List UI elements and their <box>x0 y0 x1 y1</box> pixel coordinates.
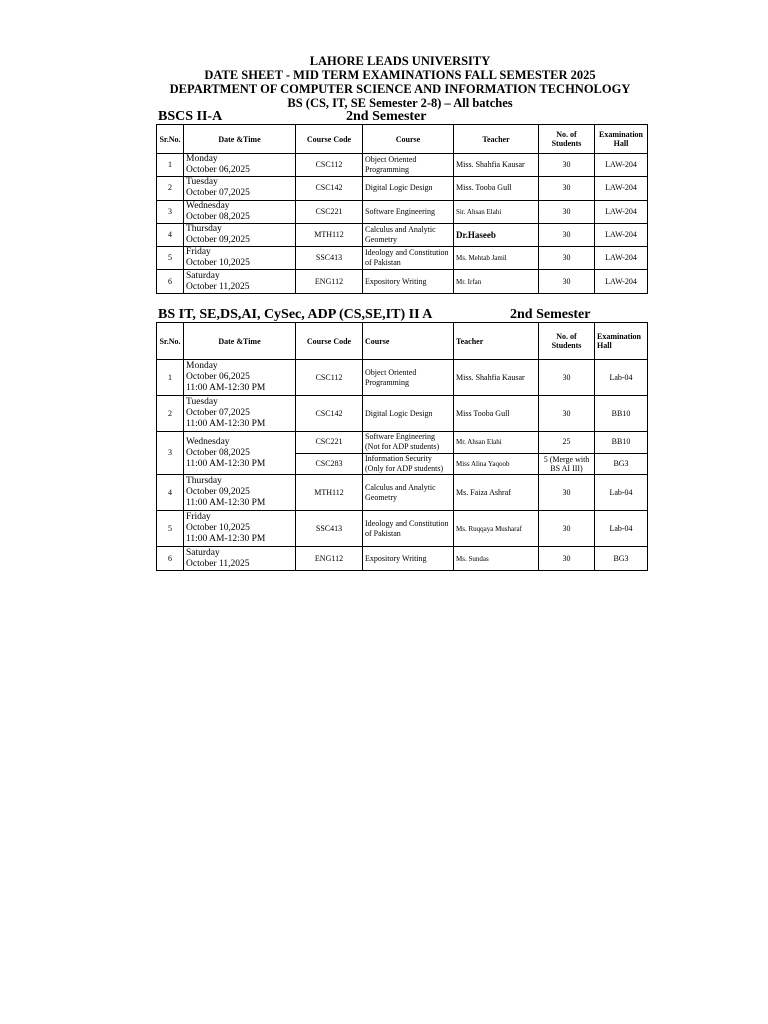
col-header: Course Code <box>296 323 363 360</box>
date-cell <box>184 511 296 547</box>
course-code-cell: CSC221 <box>296 432 363 454</box>
date-cell <box>184 475 296 511</box>
date-cell <box>184 177 296 200</box>
table-row <box>157 360 648 396</box>
hall-cell: Lab-04 <box>595 360 648 396</box>
date-text: October 06,2025 <box>186 372 250 382</box>
section1-title: BSCS II-A <box>158 109 223 124</box>
table-row <box>157 247 648 270</box>
day-text: Monday <box>186 361 218 371</box>
hall-cell: LAW-204 <box>595 270 648 293</box>
col-header: No. of Students <box>539 323 595 360</box>
col-header: Sr.No. <box>157 125 184 154</box>
section1-semester: 2nd Semester <box>346 109 427 124</box>
teacher-cell: Miss. Tooba Gull <box>454 177 539 200</box>
day-text: Wednesday <box>186 436 230 447</box>
date-cell <box>184 200 296 223</box>
date-text: October 08,2025 <box>186 447 250 458</box>
col-header: No. of Students <box>539 125 595 154</box>
col-header: Course Code <box>296 125 363 154</box>
hall-cell: LAW-204 <box>595 223 648 246</box>
university-name: LAHORE LEADS UNIVERSITY <box>309 54 491 68</box>
table-row <box>157 432 648 454</box>
sr-cell: 3 <box>157 200 184 223</box>
course-cell: Information Security (Only for ADP students) <box>363 453 454 475</box>
day-text: Tuesday <box>186 397 218 407</box>
day-text: Friday <box>186 247 211 258</box>
table-row <box>157 223 648 246</box>
sr-cell: 1 <box>157 154 184 177</box>
teacher-cell: Mr. Ahsan Elahi <box>454 432 539 454</box>
document-header <box>0 54 768 110</box>
date-text: October 11,2025 <box>186 281 250 292</box>
section2-title: BS IT, SE,DS,AI, CySec, ADP (CS,SE,IT) II A <box>158 307 433 322</box>
table-header-row <box>157 125 648 154</box>
teacher-cell: Ms. Sundas <box>454 547 539 571</box>
students-cell: 5 (Merge with BS AI III) <box>539 453 595 475</box>
course-code-cell: CSC142 <box>296 396 363 432</box>
date-cell <box>184 432 296 475</box>
date-text: October 07,2025 <box>186 188 250 199</box>
date-text: October 07,2025 <box>186 408 250 418</box>
date-cell <box>184 396 296 432</box>
students-cell: 30 <box>539 177 595 200</box>
section2-table <box>156 322 648 571</box>
date-text: October 08,2025 <box>186 211 250 222</box>
students-cell: 30 <box>539 154 595 177</box>
col-header: Course <box>363 323 454 360</box>
students-cell: 30 <box>539 223 595 246</box>
students-cell: 25 <box>539 432 595 454</box>
col-header: Examination Hall <box>595 323 648 360</box>
course-code-cell: CSC283 <box>296 453 363 475</box>
course-code-cell: CSC112 <box>296 360 363 396</box>
date-cell <box>184 223 296 246</box>
course-code-cell: SSC413 <box>296 511 363 547</box>
teacher-cell: Miss. Shahfia Kausar <box>454 154 539 177</box>
time-text: 11:00 AM-12:30 PM <box>186 534 266 544</box>
course-code-cell: CSC221 <box>296 200 363 223</box>
date-cell <box>184 547 296 571</box>
day-text: Monday <box>186 154 218 165</box>
students-cell: 30 <box>539 200 595 223</box>
course-cell: Expository Writing <box>363 270 454 293</box>
course-cell: Calculus and Analytic Geometry <box>363 223 454 246</box>
table-row <box>157 511 648 547</box>
teacher-cell: Ms. Faiza Ashraf <box>454 475 539 511</box>
sr-cell: 5 <box>157 247 184 270</box>
table-header-row <box>157 323 648 360</box>
section2-semester: 2nd Semester <box>510 307 591 322</box>
table-row <box>157 177 648 200</box>
sr-cell: 5 <box>157 511 184 547</box>
course-cell: Ideology and Constitution of Pakistan <box>363 247 454 270</box>
time-text: 11:00 AM-12:30 PM <box>186 419 266 429</box>
course-code-cell: ENG112 <box>296 270 363 293</box>
hall-cell: BG3 <box>595 453 648 475</box>
date-text: October 09,2025 <box>186 235 250 246</box>
teacher-cell: Miss. Shahfia Kausar <box>454 360 539 396</box>
hall-cell: BG3 <box>595 547 648 571</box>
teacher-cell: Ms. Ruqqaya Musharaf <box>454 511 539 547</box>
date-text: October 09,2025 <box>186 487 250 497</box>
table-row <box>157 396 648 432</box>
day-text: Tuesday <box>186 177 218 188</box>
table-row <box>157 200 648 223</box>
course-cell: Software Engineering <box>363 200 454 223</box>
hall-cell: BB10 <box>595 396 648 432</box>
students-cell: 30 <box>539 475 595 511</box>
course-cell: Object Oriented Programming <box>363 360 454 396</box>
students-cell: 30 <box>539 360 595 396</box>
date-text: October 10,2025 <box>186 258 250 269</box>
course-code-cell: ENG112 <box>296 547 363 571</box>
teacher-cell: Mr. Irfan <box>454 270 539 293</box>
course-cell: Software Engineering (Not for ADP students) <box>363 432 454 454</box>
day-text: Wednesday <box>186 200 230 211</box>
course-cell: Object Oriented Programming <box>363 154 454 177</box>
hall-cell: LAW-204 <box>595 247 648 270</box>
col-header: Examination Hall <box>595 125 648 154</box>
hall-cell: LAW-204 <box>595 154 648 177</box>
col-header: Teacher <box>454 323 539 360</box>
hall-cell: Lab-04 <box>595 511 648 547</box>
teacher-cell: Dr.Haseeb <box>454 223 539 246</box>
time-text: 11:00 AM-12:30 PM <box>186 498 266 508</box>
day-text: Thursday <box>186 476 222 486</box>
sr-cell: 2 <box>157 177 184 200</box>
sr-cell: 4 <box>157 223 184 246</box>
students-cell: 30 <box>539 547 595 571</box>
teacher-cell: Miss Tooba Gull <box>454 396 539 432</box>
table-row <box>157 547 648 571</box>
hall-cell: LAW-204 <box>595 200 648 223</box>
datesheet-title: DATE SHEET - MID TERM EXAMINATIONS FALL SEMESTER 2025 <box>204 68 596 82</box>
course-cell: Expository Writing <box>363 547 454 571</box>
col-header: Sr.No. <box>157 323 184 360</box>
day-text: Saturday <box>186 270 220 281</box>
course-code-cell: SSC413 <box>296 247 363 270</box>
time-text: 11:00 AM-12:30 PM <box>186 383 266 393</box>
teacher-cell: Sir. Ahsan Elahi <box>454 200 539 223</box>
date-cell <box>184 270 296 293</box>
date-text: October 06,2025 <box>186 165 250 176</box>
section1-table <box>156 124 648 294</box>
course-cell: Calculus and Analytic Geometry <box>363 475 454 511</box>
sr-cell: 6 <box>157 270 184 293</box>
course-cell: Digital Logic Design <box>363 396 454 432</box>
students-cell: 30 <box>539 270 595 293</box>
hall-cell: BB10 <box>595 432 648 454</box>
course-code-cell: CSC142 <box>296 177 363 200</box>
date-text: October 10,2025 <box>186 523 250 533</box>
date-cell <box>184 154 296 177</box>
course-code-cell: MTH112 <box>296 475 363 511</box>
date-cell <box>184 247 296 270</box>
col-header: Course <box>363 125 454 154</box>
students-cell: 30 <box>539 396 595 432</box>
table-row <box>157 270 648 293</box>
sr-cell: 1 <box>157 360 184 396</box>
time-text: 11:00 AM-12:30 PM <box>186 458 266 469</box>
course-code-cell: MTH112 <box>296 223 363 246</box>
col-header: Date &Time <box>184 323 296 360</box>
day-text: Saturday <box>186 547 220 558</box>
course-cell: Digital Logic Design <box>363 177 454 200</box>
date-text: October 11,2025 <box>186 558 250 569</box>
course-code-cell: CSC112 <box>296 154 363 177</box>
sr-cell: 2 <box>157 396 184 432</box>
teacher-cell: Miss Alina Yaqoob <box>454 453 539 475</box>
sr-cell: 6 <box>157 547 184 571</box>
day-text: Friday <box>186 512 211 522</box>
hall-cell: Lab-04 <box>595 475 648 511</box>
program-line: BS (CS, IT, SE Semester 2-8) – All batches <box>287 96 513 110</box>
department-name: DEPARTMENT OF COMPUTER SCIENCE AND INFORMATION TECHNOLOGY <box>169 82 631 96</box>
day-text: Thursday <box>186 224 222 235</box>
date-cell <box>184 360 296 396</box>
hall-cell: LAW-204 <box>595 177 648 200</box>
students-cell: 30 <box>539 511 595 547</box>
course-cell: Ideology and Constitution of Pakistan <box>363 511 454 547</box>
sr-cell: 4 <box>157 475 184 511</box>
teacher-cell: Ms. Mehtab Jamil <box>454 247 539 270</box>
col-header: Date &Time <box>184 125 296 154</box>
table-row <box>157 475 648 511</box>
sr-cell: 3 <box>157 432 184 475</box>
col-header: Teacher <box>454 125 539 154</box>
table-row <box>157 154 648 177</box>
students-cell: 30 <box>539 247 595 270</box>
